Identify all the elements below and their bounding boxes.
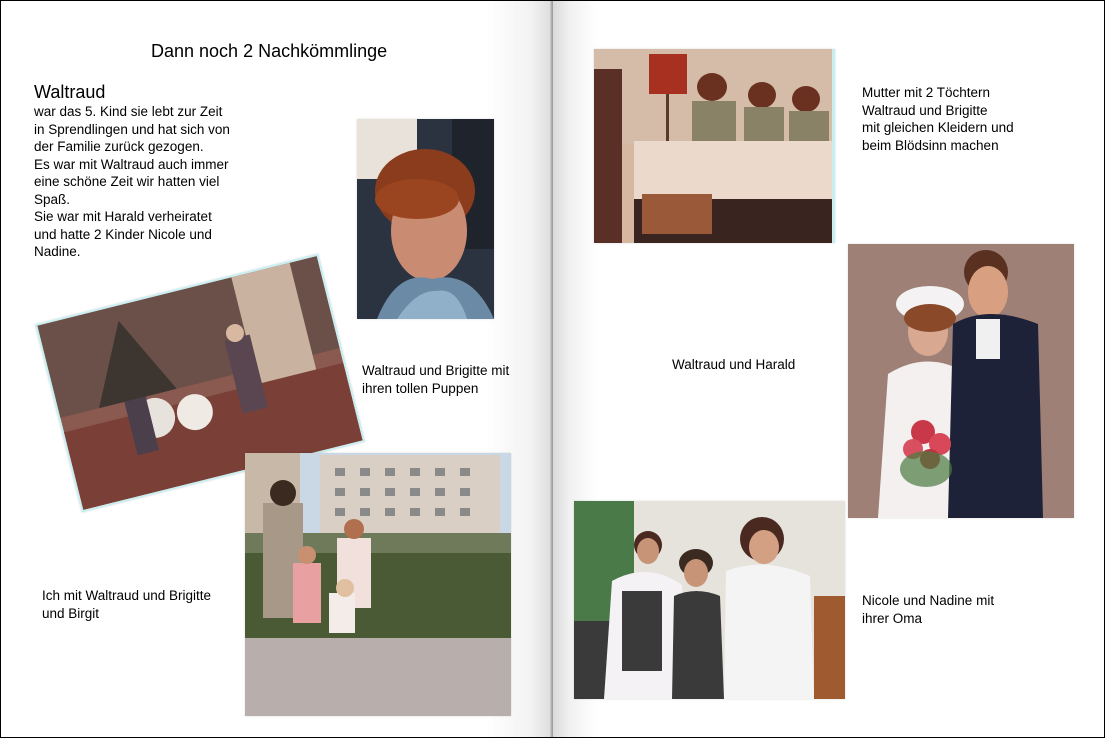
caption-oma: Nicole und Nadine mit ihrer Oma [862, 593, 995, 626]
portrait-photo [357, 119, 494, 319]
caption-street: Ich mit Waltraud und Brigitte und Birgit [42, 588, 212, 621]
wedding-photo [848, 244, 1074, 518]
left-page [1, 1, 553, 737]
intro-text: war das 5. Kind sie lebt zur Zeit in Sprendlingen und hat sich von der Familie zurück gezogen. Es war mit Waltraud auch immer eine schöne Zeit wir hatten viel Spaß. Sie war mit Harald verheiratet und hatte 2 Kinder Nicole und Nadine. [34, 104, 230, 259]
caption-mother: Mutter mit 2 Töchtern Waltraud und Brigitte mit gleichen Kleidern und beim Blödsinn machen [862, 85, 1014, 153]
page-title: Dann noch 2 Nachkömmlinge [151, 41, 388, 61]
caption-wedding: Waltraud und Harald [672, 357, 796, 372]
section-heading: Waltraud [34, 82, 106, 102]
oma-photo [574, 501, 845, 699]
right-page [553, 1, 1104, 737]
caption-dolls: Waltraud und Brigitte mit ihren tollen Puppen [362, 363, 510, 396]
mother-daughters-photo [594, 49, 835, 243]
street-photo [245, 453, 511, 716]
